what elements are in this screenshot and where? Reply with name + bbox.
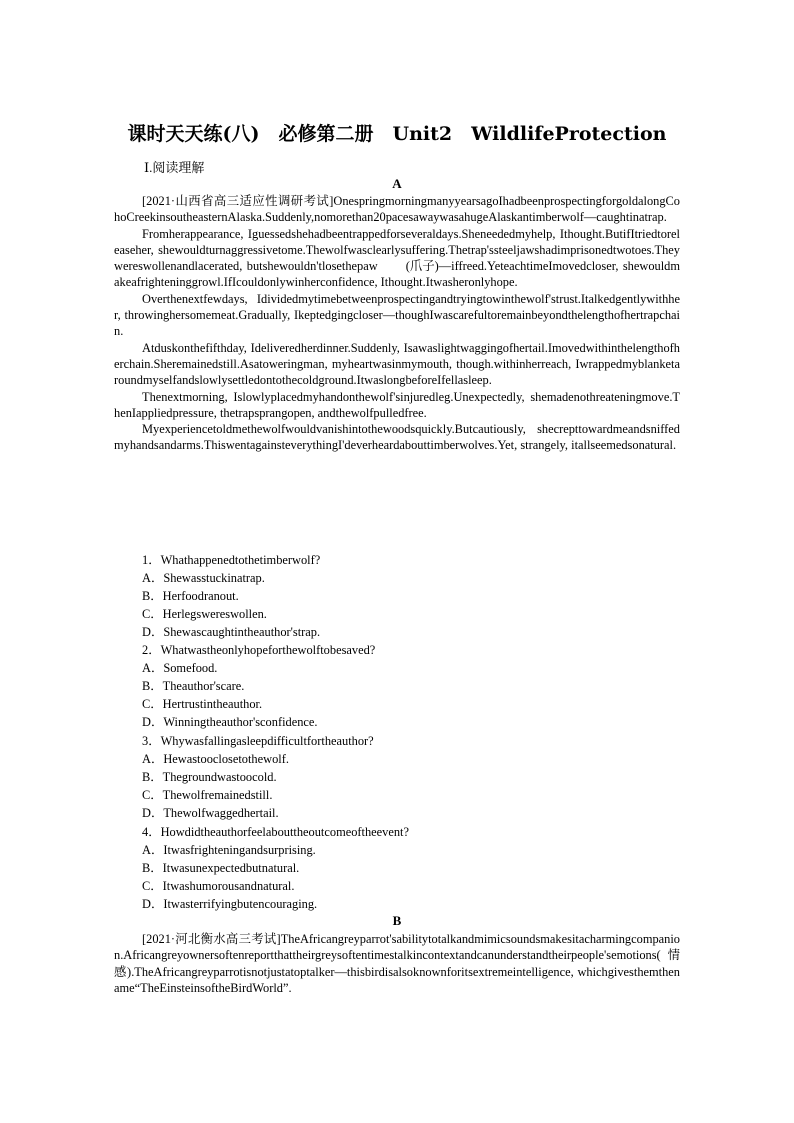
question-stem: 2．Whatwastheonlyhopeforthewolftobesaved? bbox=[142, 643, 376, 657]
passage-a-paragraph: Atduskonthefifthday, Ideliveredherdinner.Suddenly, Isawaslightwaggingofhertail.Imovedwithinthelengthofherchain.Sheremainedstill.Asatoweringman, myheartwasinmymouth, though.withinherreach, Iwrappedmyblanketaroundmyselfandslowlysettledontothecoldground.ItwaslongbeforeIfellasleep. bbox=[114, 340, 680, 388]
emotion-gloss: (情感) bbox=[114, 948, 680, 979]
answer-option: B．Theauthor'scare. bbox=[142, 679, 245, 693]
answer-option: B．Herfoodranout. bbox=[142, 589, 239, 603]
section-heading: Ⅰ.阅读理解 bbox=[144, 160, 205, 175]
passage-b-source: [2021·河北衡水高三考试] bbox=[142, 932, 281, 946]
answer-option: B．Itwasunexpectedbutnatural. bbox=[142, 861, 300, 875]
answer-option: D．Shewascaughtintheauthor'strap. bbox=[142, 625, 321, 639]
answer-option: A．Shewasstuckinatrap. bbox=[142, 571, 265, 585]
passage-a-source: [2021·山西省高三适应性调研考试] bbox=[142, 194, 334, 208]
passage-a-body bbox=[114, 193, 680, 454]
answer-option: C．Thewolfremainedstill. bbox=[142, 788, 273, 802]
passage-a-paragraph: Thenextmorning, Islowlyplacedmyhandonthewolf'sinjuredleg.Unexpectedly, shemadenothreateningmove.ThenIappliedpressure, thetrapsprangopen, andthewolfpulledfree. bbox=[114, 389, 680, 420]
passage-b-label: B bbox=[392, 913, 402, 928]
passage-b-paragraph: [2021·河北衡水高三考试]TheAfricangreyparrot'sabilitytotalkandmimicsoundsmakesitacharmingcompanion.Africangreyownersoftenreportthattheirgreysoftentimestalkincontextandcanunderstandtheirpeople'semotions(情感).TheAfricangreyparrotisnotjustatoptalker—thisbirdisalsoknownforitsextremeintelligence, whichgivesthemthename“TheEinsteinsoftheBirdWorld”. bbox=[114, 932, 680, 995]
paw-gloss: (爪子) bbox=[405, 259, 439, 274]
answer-option: D．Thewolfwaggedhertail. bbox=[142, 806, 279, 820]
passage-b-body bbox=[114, 931, 680, 996]
answer-option: D．Winningtheauthor'sconfidence. bbox=[142, 715, 318, 729]
page-title: 课时天天练(八) 必修第二册 Unit2 WildlifeProtection bbox=[127, 123, 667, 145]
answer-option: A．Somefood. bbox=[142, 661, 218, 675]
answer-option: A．Itwasfrighteningandsurprising. bbox=[142, 843, 316, 857]
passage-a-paragraph: Myexperiencetoldmethewolfwouldvanishintothewoodsquickly.Butcautiously, shecrepttowardmeandsniffedmyhandsandarms.ThiswentagainsteverythingI'deverheardabouttimberwolves.Yet, strangely, itallseemedsonatural. bbox=[114, 422, 680, 453]
question-stem: 3．Whywasfallingasleepdifficultfortheauthor? bbox=[142, 734, 374, 748]
answer-option: A．Hewastooclosetothewolf. bbox=[142, 752, 289, 766]
answer-option: B．Thegroundwastoocold. bbox=[142, 770, 277, 784]
answer-option: C．Hertrustintheauthor. bbox=[142, 697, 263, 711]
passage-a-paragraph: Fromherappearance, Iguessedshehadbeentrappedforseveraldays.Sheneededmyhelp, Ithought.ButifItriedtoreleaseher, shewouldturnaggressivetome.Thewolfwasclearlysuffering.Thetrap'ssteeljawshadimprisonedtwotoes.Theywereswollenandlacerated, butshewouldn'tlosethepaw (爪子)—iffreed.YeteachtimeImovedcloser, shewouldmakeafrighteninggrowl.IfIcouldonlywinherconfidence, Ithought.Itwasheronlyhope. bbox=[114, 226, 680, 290]
question-stem: 1．Whathappenedtothetimberwolf? bbox=[142, 553, 321, 567]
answer-option: D．Itwasterrifyingbutencouraging. bbox=[142, 897, 318, 911]
passage-a-label: A bbox=[392, 176, 402, 191]
answer-option: C．Herlegswereswollen. bbox=[142, 607, 267, 621]
passage-a-paragraph: Overthenextfewdays, Idividedmytimebetweenprospectingandtryingtowinthewolf'strust.Italkedgentlywithher, throwinghersomemeat.Gradually, Ikeptedgingcloser—thoughIwascarefultoremainbeyondthelengthofhertrapchain. bbox=[114, 291, 680, 339]
passage-a-paragraph: [2021·山西省高三适应性调研考试]OnespringmorningmanyyearsagoIhadbeenprospectingforgoldalongCohoCreekinsoutheasternAlaska.Suddenly,nomorethan20pacesawaywasahugeAlaskantimberwolf—caughtinatrap. bbox=[114, 194, 680, 225]
answer-option: C．Itwashumorousandnatural. bbox=[142, 879, 295, 893]
question-stem: 4．Howdidtheauthorfeelabouttheoutcomeoftheevent? bbox=[142, 825, 409, 839]
